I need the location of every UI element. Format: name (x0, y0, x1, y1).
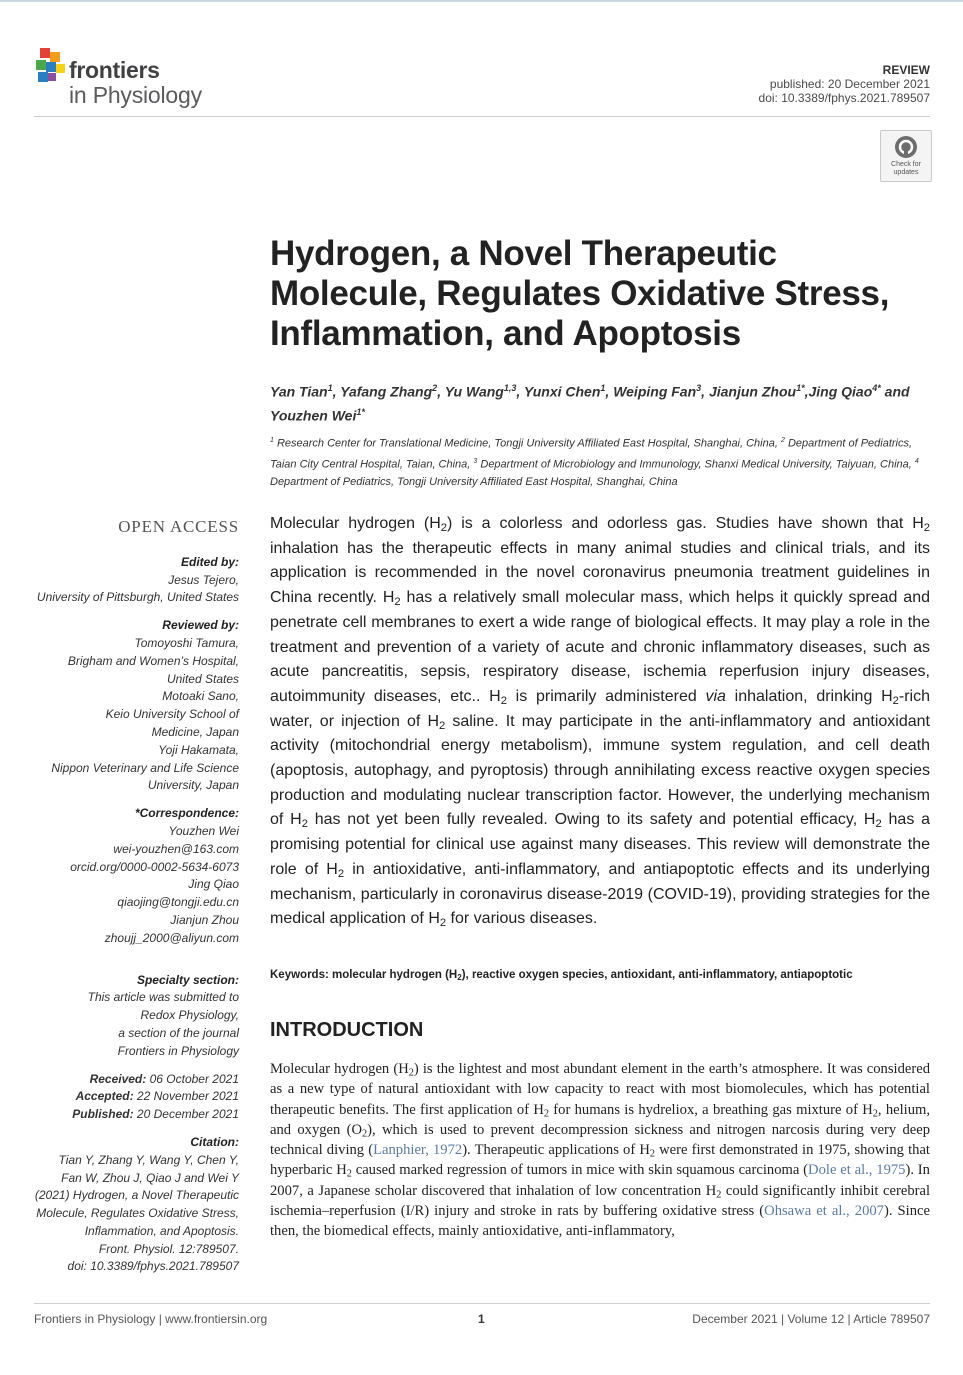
affiliation-text: Department of Microbiology and Immunology, Shanxi Medical University, Taiyuan, China, (477, 458, 915, 471)
correspondence-line: Jing Qiao (188, 877, 239, 892)
correspondence-heading: *Correspondence: (134, 806, 239, 821)
subscript: 2 (362, 1128, 368, 1140)
author-name: Youzhen Wei (270, 407, 357, 424)
subscript: 2 (337, 867, 345, 880)
editor-line: University of Pittsburgh, United States (36, 590, 239, 605)
author-affiliation-mark: 1* (796, 383, 805, 393)
citation-link[interactable]: Dole et al., 1975 (808, 1162, 906, 1179)
citation-line: Inflammation, and Apoptosis. (84, 1223, 239, 1238)
subscript: 2 (872, 1108, 878, 1120)
subscript: 2 (439, 917, 447, 930)
author-affiliation-mark: 2 (432, 383, 438, 393)
author-affiliation-mark: 1 (327, 383, 333, 393)
check-updates-line2: updates (893, 169, 919, 176)
subscript: 2 (543, 1108, 549, 1120)
reviewer-line: Brigham and Women’s Hospital, (67, 653, 239, 668)
date-row (24, 1088, 239, 1106)
page-number: 1 (478, 1312, 485, 1326)
author-name: Yu Wang (444, 383, 504, 400)
check-updates-line1: Check for (891, 161, 921, 168)
citation-list (24, 1152, 239, 1277)
footer-divider (34, 1303, 930, 1304)
footer-issue: December 2021 | Volume 12 | Article 789507 (692, 1312, 930, 1326)
citation-line: Front. Physiol. 12:789507. (98, 1241, 239, 1256)
open-access-label: OPEN ACCESS (118, 517, 239, 536)
check-updates-icon (894, 135, 918, 159)
subscript: 2 (457, 973, 462, 982)
author-name: Yunxi Chen (523, 383, 601, 400)
edited-by-heading: Edited by: (180, 554, 239, 569)
subscript: 2 (875, 818, 882, 831)
subscript: 2 (394, 595, 401, 608)
subscript: 2 (500, 694, 507, 707)
published-date: published: 20 December 2021 (769, 77, 930, 91)
italic-term: via (705, 687, 726, 705)
author-name: Yafang Zhang (340, 383, 433, 400)
editor-line: Jesus Tejero, (168, 572, 239, 587)
subscript: 2 (892, 694, 899, 707)
subscript: 2 (716, 1189, 722, 1201)
date-label: Accepted: (75, 1089, 134, 1104)
correspondence-list (24, 823, 239, 948)
affiliation-mark: 3 (473, 457, 478, 465)
introduction-heading: INTRODUCTION (270, 1019, 424, 1041)
specialty-list (24, 989, 239, 1060)
author-affiliation-mark: 4* (872, 383, 881, 393)
subscript: 2 (439, 719, 446, 732)
date-label: Published: (72, 1107, 134, 1122)
date-value: 22 November 2021 (133, 1089, 239, 1104)
affiliation-text: Research Center for Translational Medicine, Tongji University Affiliated East Hospital, Shanghai, China, (273, 437, 781, 450)
subscript: 2 (408, 1067, 414, 1079)
logo-word-frontiers: frontiers (69, 57, 160, 83)
logo-word-journal: in Physiology (69, 82, 202, 108)
check-for-updates-button[interactable] (880, 130, 932, 182)
footer-journal[interactable]: Frontiers in Physiology | www.frontiersin.org (34, 1312, 268, 1326)
correspondence-line: qiaojing@tongji.edu.cn (117, 895, 239, 910)
citation-line: doi: 10.3389/fphys.2021.789507 (67, 1259, 239, 1274)
affiliation-mark: 1 (270, 437, 274, 444)
subscript: 2 (649, 1148, 655, 1160)
date-row (24, 1071, 239, 1089)
citation-line: Molecule, Regulates Oxidative Stress, (36, 1206, 239, 1221)
reviewer-line: University, Japan (147, 778, 239, 793)
date-value: 06 October 2021 (146, 1071, 239, 1086)
reviewer-line: Keio University School of (105, 707, 239, 722)
citation-line: (2021) Hydrogen, a Novel Therapeutic (34, 1188, 239, 1203)
author-name: Weiping Fan (613, 383, 697, 400)
citation-line: Tian Y, Zhang Y, Wang Y, Chen Y, (58, 1152, 239, 1167)
date-value: 20 December 2021 (133, 1107, 239, 1122)
citation-link[interactable]: Ohsawa et al., 2007 (764, 1203, 884, 1220)
specialty-line: This article was submitted to (87, 990, 239, 1005)
reviewer-line: Nippon Veterinary and Life Science (51, 760, 239, 775)
correspondence-line: Youzhen Wei (168, 823, 239, 838)
article-title: Hydrogen, a Novel Therapeutic Molecule, Regulates Oxidative Stress, Inflammation, and Apoptosis (270, 234, 890, 353)
author-list: Yan Tian$^1$, Yafang Zhang$^2$, Yu Wang$^{1,3}$, Yunxi Chen$^1$, Weiping Fan$^3$, Jianjun Zhou$^{1*}$,Jing Qiao$^{4*}$ and Youzhen Wei$^{1*}$ (270, 383, 910, 424)
specialty-line: Redox Physiology, (140, 1008, 239, 1023)
article-info-sidebar (24, 518, 239, 1276)
reviewer-line: Medicine, Japan (151, 724, 239, 739)
author-affiliation-mark: 1,3 (503, 383, 517, 393)
citation-heading: Citation: (190, 1134, 239, 1149)
edited-by-list (24, 572, 239, 608)
subscript: 2 (346, 1169, 352, 1181)
article-doi[interactable]: doi: 10.3389/fphys.2021.789507 (758, 91, 930, 105)
subscript: 2 (923, 521, 930, 534)
reviewed-by-heading: Reviewed by: (162, 618, 239, 633)
author-affiliation-mark: 1* (356, 406, 365, 417)
affiliation-text: Department of Pediatrics, Taian City Central Hospital, Taian, China, (270, 437, 913, 471)
subscript: 2 (301, 818, 308, 831)
reviewer-line: United States (166, 671, 239, 686)
check-updates-label (881, 161, 931, 177)
reviewer-line: Yoji Hakamata, (158, 742, 239, 757)
subscript: 2 (440, 521, 447, 534)
specialty-heading: Specialty section: (136, 972, 239, 987)
top-accent-bar (0, 0, 963, 2)
correspondence-line: wei-youzhen@163.com (113, 841, 239, 856)
dates-list (24, 1071, 239, 1124)
introduction-text: Molecular hydrogen $(H_2)$ is the lightest and most abundant element in the earth’s atmosphere. It was considered as a new type of natural antioxidant with low capacity to react with most biomolecules, which has potential therapeutic benefits. The first application of $H_2$ for humans is hydreliox, a breathing gas mixture of $H_2$, helium, and oxygen $(O_2)$, which is used to prevent decompression sickness and nitrogen narcosis during very deep technical diving (Lanphier, 1972). Therapeutic applications of $H_2$ were first demonstrated in 1975, showing that hyperbaric $H_2$ caused marked regression of tumors in mice with skin squamous carcinoma (Dole et al., 1975). In 2007, a Japanese scholar discovered that inhalation of low concentration $H_2$ could significantly inhibit cerebral ischemia–reperfusion (I/R) injury and stroke in rats by buffering oxidative stress (Ohsawa et al., 2007). Since then, the biomedical effects, mainly antioxidative, anti-inflammatory, (270, 1061, 931, 1240)
article-header-meta (759, 63, 930, 105)
keywords: Keywords: molecular hydrogen $(H_2)$, reactive oxygen species, antioxidant, anti-inflammatory, antiapoptotic (270, 969, 853, 982)
reviewed-by-list (24, 635, 239, 795)
correspondence-line: orcid.org/0000-0002-5634-6073 (70, 859, 239, 874)
date-label: Received: (89, 1071, 147, 1086)
affiliation-mark: 2 (780, 437, 785, 444)
citation-line: Fan W, Zhou J, Qiao J and Wei Y (61, 1170, 239, 1185)
affiliation-text: Department of Pediatrics, Tongji University Affiliated East Hospital, Shanghai, China (270, 476, 678, 489)
reviewer-line: Tomoyoshi Tamura, (134, 635, 239, 650)
author-name: Jianjun Zhou (708, 383, 797, 400)
reviewer-line: Motoaki Sano, (162, 689, 239, 704)
affiliation-mark: 4 (914, 457, 919, 465)
article-type: REVIEW (882, 63, 930, 77)
author-name: Yan Tian (270, 383, 328, 400)
affiliations (270, 432, 930, 491)
abstract: Molecular hydrogen $(H_2)$ is a colorless and odorless gas. Studies have shown that $H_2$ inhalation has the therapeutic effects in many animal studies and clinical trials, and its application is recommended in the novel coronavirus pneumonia treatment guidelines in China recently. $H_2$ has a relatively small molecular mass, which helps it quickly spread and penetrate cell membranes to exert a wide range of biological effects. It may play a role in the treatment and prevention of a variety of acute and chronic inflammatory diseases, such as acute pancreatitis, sepsis, respiratory disease, ischemia reperfusion injury diseases, autoimmunity diseases, etc.. $H_2$ is primarily administered via inhalation, drinking $H_2$-rich water, or injection of $H_2$ saline. It may participate in the anti-inflammatory and antioxidant activity (mitochondrial energy metabolism), immune system regulation, and cell death (apoptosis, autophagy, and pyroptosis) through annihilating excess reactive oxygen species production and modulating nuclear transcription factor. However, the underlying mechanism of $H_2$ has not yet been fully revealed. Owing to its safety and potential efficacy, $H_2$ has a promising potential for clinical use against many diseases. This review will demonstrate the role of $H_2$ in antioxidative, anti-inflammatory, and antiapoptotic effects and its underlying mechanism, particularly in coronavirus disease-2019 (COVID-19), providing strategies for the medical application of $H_2$ for various diseases. (270, 515, 931, 930)
frontiers-logo-icon (34, 48, 68, 88)
correspondence-line: zhoujj_2000@aliyun.com (104, 930, 239, 945)
specialty-line: a section of the journal (118, 1025, 239, 1040)
author-affiliation-mark: 1 (600, 383, 606, 393)
date-row (24, 1106, 239, 1124)
correspondence-line: Jianjun Zhou (170, 912, 239, 927)
author-affiliation-mark: 3 (696, 383, 702, 393)
header-divider (34, 116, 930, 117)
specialty-line: Frontiers in Physiology (117, 1043, 239, 1058)
citation-link[interactable]: Lanphier, 1972 (373, 1142, 463, 1159)
author-name: Jing Qiao (808, 383, 873, 400)
